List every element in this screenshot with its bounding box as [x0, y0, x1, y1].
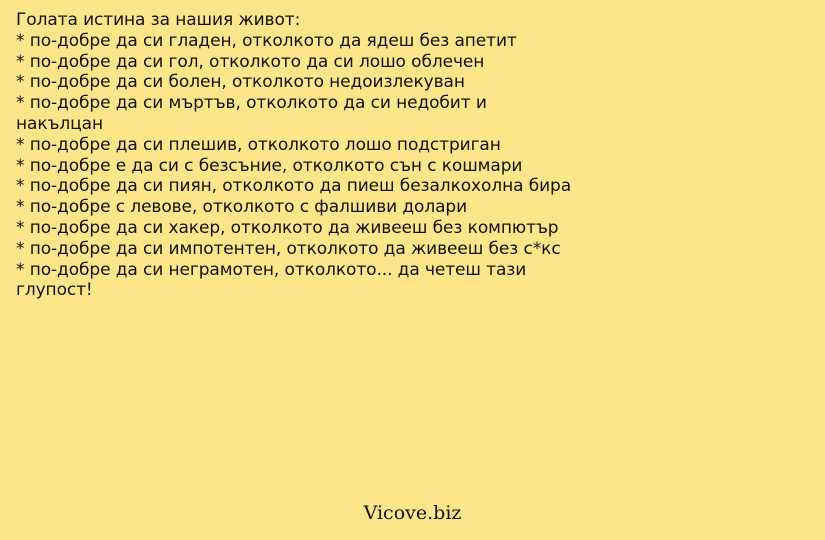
- joke-title: Голата истина за нашия живот:: [16, 10, 301, 30]
- joke-line-4: * по-добре да си мъртъв, отколкото да си недобит и накълцан: [16, 93, 487, 134]
- joke-line-7: * по-добре да си пиян, отколкото да пиеш безалкохолна бира: [16, 176, 572, 197]
- joke-line-6: * по-добре е да си с безсъние, отколкото сън с кошмари: [16, 155, 523, 176]
- joke-line-1: * по-добре да си гладен, отколкото да ядеш без апетит: [16, 30, 517, 51]
- joke-line-11: * по-добре да си неграмотен, отколкото... да четеш тази глупост!: [16, 259, 527, 301]
- site-watermark: Vicove.biz: [363, 502, 462, 524]
- joke-line-8: * по-добре с левове, отколкото с фалшиви долари: [16, 197, 468, 218]
- joke-line-3: * по-добре да си болен, отколкото недоизлекуван: [16, 72, 465, 93]
- joke-line-10: * по-добре да си импотентен, отколкото да живееш без с*кс: [16, 238, 561, 259]
- joke-line-5: * по-добре да си плешив, отколкото лошо подстриган: [16, 134, 501, 155]
- joke-text: [16, 10, 576, 301]
- joke-line-9: * по-добре да си хакер, отколкото да живееш без компютър: [16, 217, 559, 238]
- joke-line-2: * по-добре да си гол, отколкото да си лошо облечен: [16, 51, 485, 72]
